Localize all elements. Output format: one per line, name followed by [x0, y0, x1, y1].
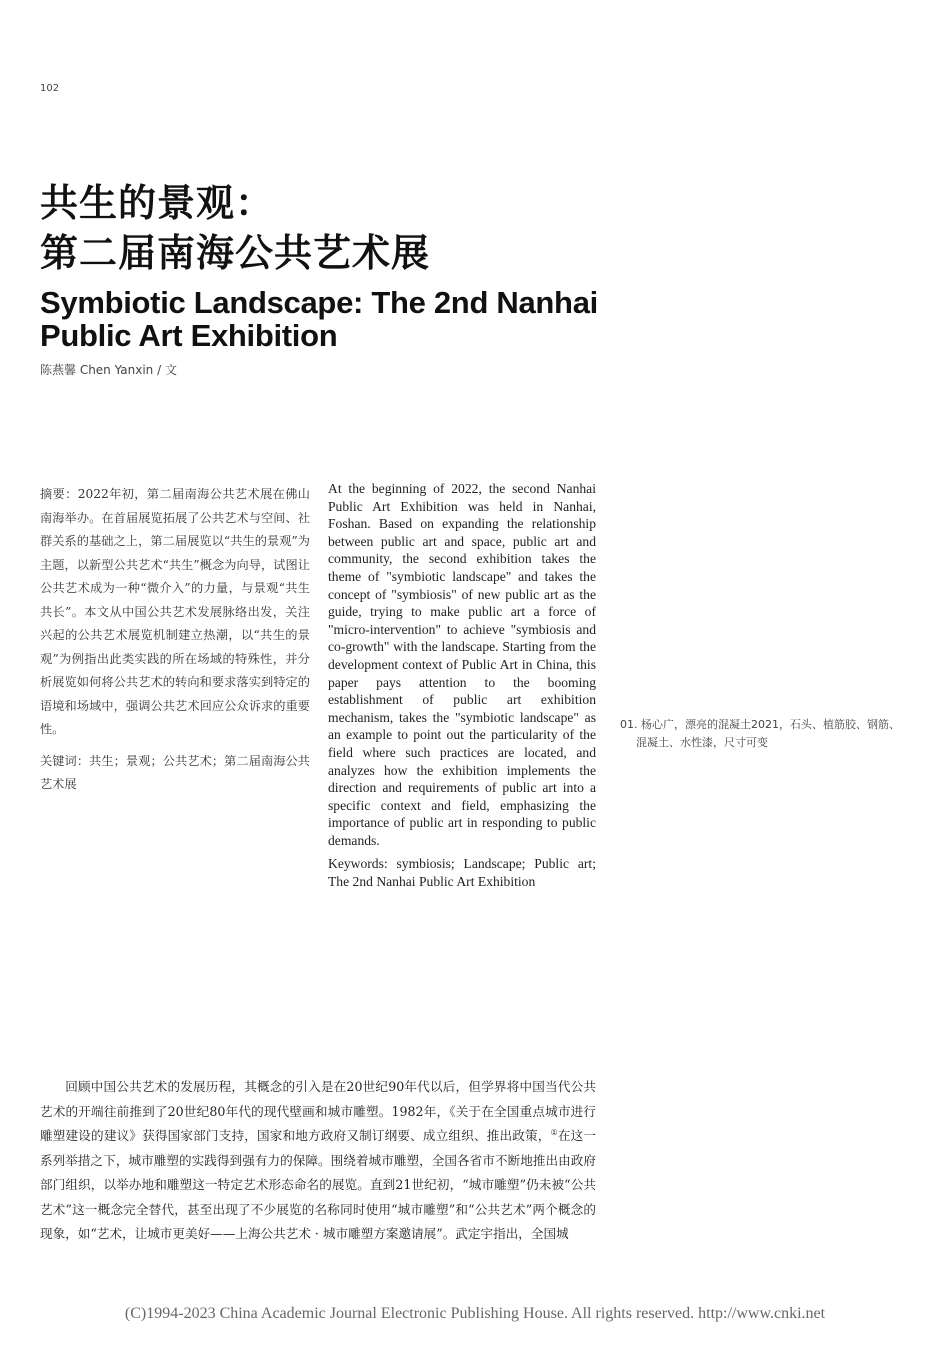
body-text-part1: 回顾中国公共艺术的发展历程，其概念的引入是在20世纪90年代以后，但学界将中国当代公共艺术的开端往前推到了20世纪80年代的现代壁画和城市雕塑。1982年，《关于在全国重点城市进行雕塑建设的建议》获得国家部门支持，国家和地方政府又制订纲要、成立组织、推出政策，: [40, 1079, 596, 1143]
keywords-chinese: 关键词：共生；景观；公共艺术；第二届南海公共艺术展: [40, 753, 310, 791]
author-byline: 陈燕馨 Chen Yanxin / 文: [40, 363, 177, 377]
footnote-marker[interactable]: ①: [550, 1127, 558, 1137]
page-number: 102: [40, 83, 60, 94]
body-text-part2: 在这一系列举措之下，城市雕塑的实践得到强有力的保障。围绕着城市雕塑，全国各省市不断地推出由政府部门组织，以举办地和雕塑这一特定艺术形态命名的展览。直到21世纪初，“城市雕塑”仍未被“公共艺术”这一概念完全替代，甚至出现了不少展览的名称同时使用“城市雕塑”和“公共艺术”两个概念的现象，如“艺术，让城市更美好——上海公共艺术 · 城市雕塑方案邀请展”。武定宇指出，全国城: [40, 1128, 597, 1241]
abstract-chinese-summary: 摘要：2022年初，第二届南海公共艺术展在佛山南海举办。在首届展览拓展了公共艺术与空间、社群关系的基础之上，第二届展览以“共生的景观”为主题，以新型公共艺术“共生”概念为向导，试图让公共艺术成为一种“微介入”的力量，与景观“共生共长”。本文从中国公共艺术发展脉络出发，关注兴起的公共艺术展览机制建立热潮，以“共生的景观”为例指出此类实践的所在场域的特殊性，并分析展览如何将公共艺术的转向和要求落实到特定的语境和场域中，强调公共艺术回应公众诉求的重要性。: [40, 487, 310, 736]
title-english: Symbiotic Landscape: The 2nd Nanhai Public Art Exhibition: [40, 285, 598, 353]
abstract-english-summary: At the beginning of 2022, the second Nanhai Public Art Exhibition was held in Nanhai, Foshan. Based on expanding the relationship between public art and space, public art and community, the second exhibition takes the theme of "symbiotic landscape" and takes the concept of "symbiosis" of new public art as the guide, trying to make public art a force of "micro-intervention" to achieve "symbiosis and co-growth" with the landscape. Starting from the development context of Public Art in China, this paper pays attention to the booming establishment of public art exhibition mechanism, takes the "symbiotic landscape" as an example to point out the particularity of the field where such practices are located, and analyzes how the exhibition implements the direction and requirements of public art into a specific context and field, emphasizing the importance of public art in responding to public demands.: [328, 481, 596, 848]
copyright-footer: (C)1994-2023 China Academic Journal Electronic Publishing House. All rights reserved. http://www.cnki.net: [124, 1305, 826, 1322]
abstract-english: [328, 480, 596, 897]
title-chinese-line1: 共生的景观：: [40, 181, 275, 225]
figure-caption: 01. 杨心广，漂亮的混凝土2021，石头、植筋胶、钢筋、混凝土、水性漆，尺寸可变: [620, 718, 900, 749]
body-paragraph: [40, 1075, 596, 1247]
title-chinese: [40, 178, 430, 278]
abstract-chinese: [40, 483, 310, 805]
keywords-english: Keywords: symbiosis; Landscape; Public art; The 2nd Nanhai Public Art Exhibition: [328, 856, 596, 890]
title-chinese-line2: 第二届南海公共艺术展: [40, 231, 431, 275]
